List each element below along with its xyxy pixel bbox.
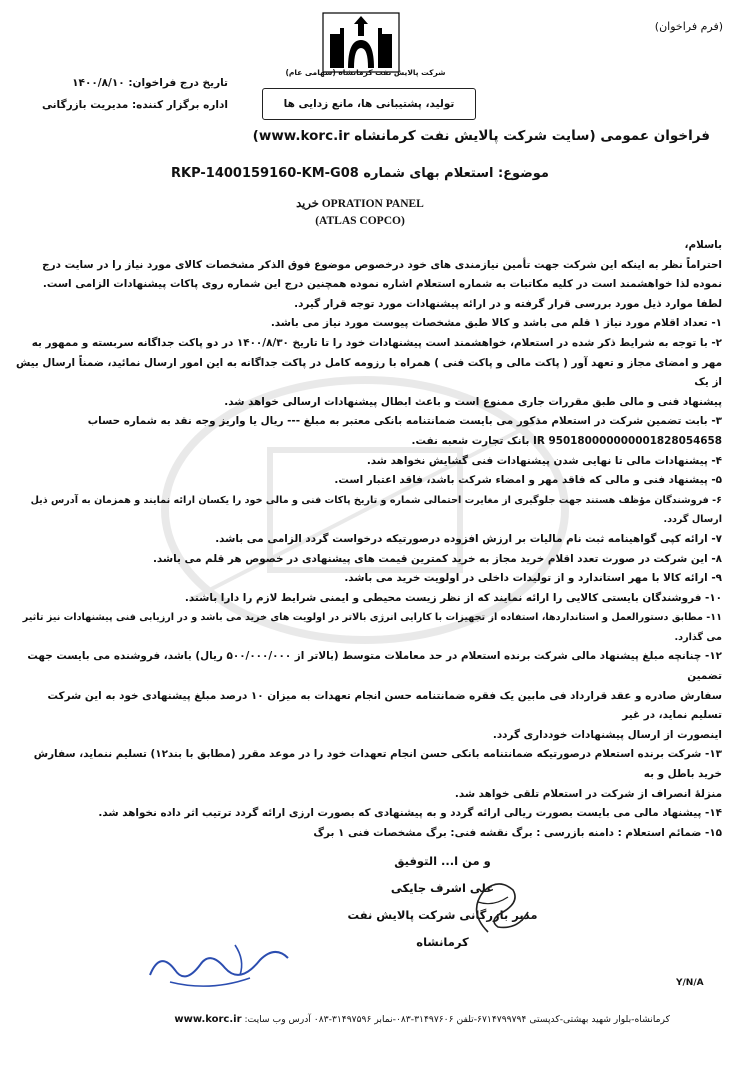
item-15: ۱۵- ضمائم استعلام : دامنه بازرسی : برگ نقشه فنی: برگ مشخصات فنی ۱ برگ [313,826,722,839]
product-line-1: خرید OPRATION PANEL [296,198,424,210]
item-13-line-2: منزلهٔ انصراف از شرکت در استعلام تلقی خواهد شد. [454,787,722,800]
item-2-line-3: پیشنهاد فنی و مالی طبق مقررات جاری ممنوع است و باعث ابطال پیشنهادات ارسالی خواهد شد. [224,395,722,408]
item-3-line-1: ۳- بابت تضمین شرکت در استعلام مذکور می بایست ضمانتنامه بانکی معتبر به مبلغ --- ریال یا واریز وجه نقد به شماره حساب [87,415,722,428]
product-title [260,196,460,230]
item-9: ۹- ارائه کالا با مهر استاندارد و از تولیدات داخلی در اولویت خرید می باشد. [344,572,722,585]
item-3-line-2: IR 950180000000001828054658 بانک تجارت شعبه نفت. [411,434,722,447]
address-text: کرمانشاه-بلوار شهید بهشتی-کدپستی ۶۷۱۴۷۹۹۷۹۴-تلفن ۳۱۴۹۷۶۰۶-۰۸۳-نمابر ۳۱۴۹۷۵۹۶-۰۸۳ آدرس وب سایت: [244,1014,670,1025]
company-name: شرکت پالایش نفت کرمانشاه (سهامی عام) [285,68,446,77]
item-4: ۴- پیشنهادات مالی تا نهایی شدن پیشنهادات فنی گشایش نخواهد شد. [366,454,722,467]
item-14: ۱۴- پیشنهاد مالی می بایست بصورت ریالی ارائه گردد و به پیشنهادی که بصورت ارزی ارائه گردد ترتیب اثر داده نخواهد شد. [98,807,722,820]
closing-phrase: و من ا... التوفیق [394,854,491,868]
page-title: فراخوان عمومی (سایت شرکت پالایش نفت کرمانشاه www.korc.ir) [252,128,710,144]
handwritten-signature [458,872,538,942]
item-2-line-1: ۲- با توجه به شرایط ذکر شده در استعلام، خواهشمند است پیشنهادات خود را تا تاریخ ۱۴۰۰/۸/۳۰ در دو پاکت جداگانه سربسته و ممهور به [31,336,722,349]
announce-meta [28,72,228,116]
item-5: ۵- پیشنهاد فنی و مالی که فاقد مهر و امضاء شرکت باشد، فاقد اعتبار است. [334,474,722,487]
signer-name: علی اشرف جایکی [390,881,495,895]
department-box [262,88,476,120]
item-6: ۶- فروشندگان مؤظف هستند جهت جلوگیری از مغایرت احتمالی شماره و تاریخ پاکات فنی و مالی خود را یکسان ارائه نمایند و همزمان به آدرس ذیل ارسال گردد. [30,494,722,526]
signer-title: مدیر بازرگانی شرکت پالایش نفت کرمانشاه [347,908,538,949]
item-1: ۱- تعداد اقلام مورد نیاز ۱ قلم می باشد و کالا طبق مشخصات پیوست مورد نیاز می باشد. [270,317,722,330]
reference-code: Y/N/A [676,978,704,988]
item-12-line-2: سفارش صادره و عقد قرارداد فی مابین یک فقره ضمانتنامه حسن انجام تعهدات به میزان ۱۰ درصد مبلغ پیشنهادی خود به این شرکت تسلیم نماید، در غیر [47,689,722,722]
form-type-label: (فرم فراخوان) [654,20,723,33]
item-12-line-3: اینصورت از ارسال پیشنهادات خودداری گردد. [492,728,722,741]
department-text: تولید، پشتیبانی ها، مانع زدایی ها [283,98,455,110]
item-8: ۸- این شرکت در صورت تعدد اقلام خرید مجاز به خرید کمترین قیمت های پیشنهادی در خصوص هر قلم می باشد. [152,552,722,565]
company-logo [320,10,402,75]
item-2-line-2: مهر و امضای مجاز و تعهد آور ( پاکت مالی و پاکت فنی ) همراه با رزومه کامل در پاکت جداگانه به این امور ارسال نمائید، ضمناً ارسال بیش از یک [15,356,722,389]
blue-signature [140,930,295,995]
footer-address [70,1014,670,1025]
greeting: باسلام، [684,239,722,251]
announce-date: تاریخ درج فراخوان: ۱۴۰۰/۸/۱۰ [72,77,228,89]
item-12-line-1: ۱۲- چنانچه مبلغ پیشنهاد مالی شرکت برنده استعلام در حد معاملات متوسط (بالاتر از ۵۰۰/۰۰۰/۰۰۰ ریال) باشد، فروشنده می بایست جهت تضمین [27,650,722,683]
intro-line-3: لطفا موارد ذیل مورد بررسی قرار گرفته و در ارائه پیشنهادات مورد توجه قرار گیرد. [294,297,722,310]
intro-line-1: احتراماً نظر به اینکه این شرکت جهت تأمین نیازمندی های خود درخصوص موضوع فوق الذکر مشخصات کالای مورد نیاز را در سایت درج [42,258,722,271]
intro-line-2: نموده لذا خواهشمند است در کلیه مکاتبات به شماره استعلام اشاره نموده همچنین درج این شماره روی پاکات پیشنهادات الزامی است. [42,278,722,291]
website-link[interactable]: www.korc.ir [174,1014,242,1025]
item-11: ۱۱- مطابق دستورالعمل و استانداردها، استفاده از تجهیزات با کارایی انرژی بالاتر در اولویت های خرید می باشد و در ارزیابی فنی پیشنهادات نیز تاثیر می گذارد. [22,612,722,643]
subject-line: موضوع: استعلام بهای شماره RKP-1400159160-KM-G08 [171,166,549,181]
product-line-2: (ATLAS COPCO) [315,215,405,227]
letter-body [14,236,722,843]
item-7: ۷- ارائه کپی گواهینامه ثبت نام مالیات بر ارزش افزوده درصورتیکه درخواست گردد الزامی می باشد. [215,532,722,545]
item-13-line-1: ۱۳- شرکت برنده استعلام درصورتیکه ضمانتنامه بانکی حسن انجام تعهدات خود را در موعد مقرر (مطابق با بند۱۲) تسلیم ننماید، سفارش خرید باطل و به [33,748,722,781]
organizer: اداره برگزار کننده: مدیریت بازرگانی [41,99,228,111]
item-10: ۱۰- فروشندگان بایستی کالایی را ارائه نمایند که از نظر زیست محیطی و ایمنی شرایط لازم را دارا باشند. [184,591,722,604]
